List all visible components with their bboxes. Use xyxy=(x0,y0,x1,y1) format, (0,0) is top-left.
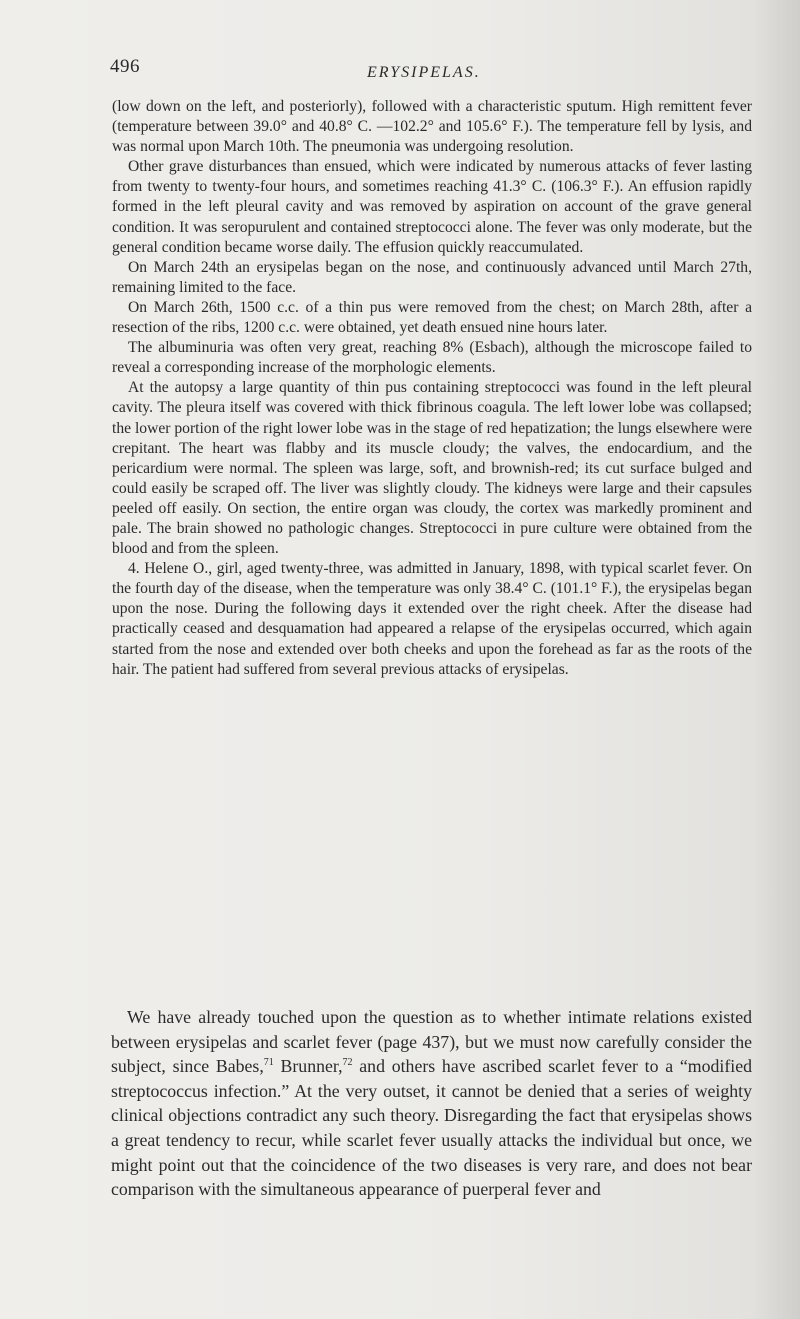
case-paragraph: On March 26th, 1500 c.c. of a thin pus were removed from the chest; on March 28th, after a resection of the ribs, 1200 c.c. were obtained, yet death ensued nine hours later. xyxy=(112,298,752,337)
case-paragraph: 4. Helene O., girl, aged twenty-three, was admitted in January, 1898, with typical scarlet fever. On the fourth day of the disease, when the temperature was only 38.4° C. (101.1° F.), the erysipelas began upon the nose. During the following days it extended over the right cheek. After the disease had practically ceased and desquamation had appeared a relapse of the erysipelas occurred, which again started from the nose and extended over both cheeks and upon the forehead as far as the roots of the hair. The patient had suffered from several previous attacks of erysipelas. xyxy=(112,560,752,678)
case-paragraph: Other grave disturbances than ensued, which were indicated by numerous attacks of fever lasting from twenty to twenty-four hours, and sometimes reaching 41.3° C. (106.3° F.). An effusion rapidly formed in the left pleural cavity and was removed by aspiration on account of the grave general condition. It was seropurulent and contained streptococci alone. The fever was only moderate, but the general condition became worse daily. The effusion quickly reaccumulated. xyxy=(112,158,752,256)
main-text-part: and others have ascribed scarlet fever to a “modified streptococcus infection.” At the very outset, it cannot be denied that a series of weighty clinical objections contradict any such theory. Disregarding the fact that erysipelas shows a great tendency to recur, while scarlet fever usually attacks the individual but once, we might point out that the coincidence of the two diseases is very rare, and does not bear comparison with the simultaneous appearance of puerperal fever and xyxy=(111,1056,752,1200)
case-paragraph: At the autopsy a large quantity of thin pus containing streptococci was found in the left pleural cavity. The pleura itself was covered with thick fibrinous coagula. The left lower lobe was collapsed; the lower portion of the right lower lobe was in the stage of red hepatization; the lungs elsewhere were crepitant. The heart was flabby and its muscle cloudy; the valves, the endocardium, and the pericardium were normal. The spleen was large, soft, and brownish-red; its cut surface bulged and could easily be scraped off. The liver was slightly cloudy. The kidneys were large and their capsules peeled off easily. On section, the entire organ was cloudy, the cortex was markedly prominent and pale. The brain showed no pathologic changes. Streptococci in pure culture were obtained from the blood and from the spleen. xyxy=(112,379,752,558)
page-header xyxy=(110,56,750,86)
reference-marker: 72 xyxy=(342,1057,353,1069)
case-paragraph: On March 24th an erysipelas began on the nose, and continuously advanced until March 27th, remaining limited to the face. xyxy=(112,258,752,296)
case-paragraph: The albuminuria was often very great, reaching 8% (Esbach), although the microscope failed to reveal a corresponding increase of the morphologic elements. xyxy=(112,339,752,377)
main-text-section xyxy=(111,1005,752,1202)
main-text-part: We have already touched upon the question as to whether intimate relations existed between erysipelas and scarlet fever (page 437), but we must now carefully consider the subject, since Babes, xyxy=(111,1007,752,1077)
main-text-part: Brunner, xyxy=(273,1056,343,1077)
running-head: ERYSIPELAS. xyxy=(367,64,481,81)
page-number: 496 xyxy=(110,56,140,77)
case-paragraph: (low down on the left, and posteriorly), followed with a characteristic sputum. High remittent fever (temperature between 39.0° and 40.8° C. —102.2° and 105.6° F.). The temperature fell by lysis, and was normal upon March 10th. The pneumonia was undergoing resolution. xyxy=(112,98,752,156)
reference-marker: 71 xyxy=(263,1057,274,1069)
case-report-section xyxy=(112,97,752,680)
main-paragraph xyxy=(111,1005,752,1202)
